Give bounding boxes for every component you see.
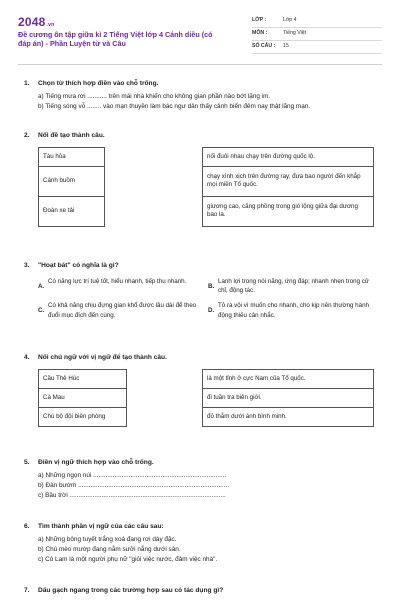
table-row (39, 196, 374, 226)
option-d[interactable] (208, 301, 378, 320)
right-cell: đi tuần tra biên giới. (203, 388, 374, 407)
question-body (24, 93, 378, 113)
table-row (39, 407, 374, 426)
fill-line: a) Những ngọn núi ........................................................................... (38, 471, 227, 479)
option-letter: B. (208, 282, 215, 290)
question-title: Chọn từ thích hợp điền vào chỗ trống. (38, 80, 159, 87)
answer-options (38, 277, 378, 320)
question-title: Dấu gạch ngang trong các trường hợp sau có tác dụng gì? (38, 587, 224, 594)
left-cell: Cà Mau (39, 388, 127, 407)
question-heading (24, 80, 378, 89)
document-title: Đề cương ôn tập giữa kì 2 Tiếng Việt lớp 4 Cánh diều (có đáp án) - Phần Luyện từ và Câu (18, 30, 213, 49)
question-number: 2. (24, 132, 30, 139)
fill-line: b) Tiếng sóng vỗ ........ vào mạn thuyền làm bác ngư dân thấy cảnh biển đêm nay thật lãng mạn. (38, 102, 311, 110)
fill-line: c) Bầu trời ........................................................................................ (38, 491, 226, 499)
option-c[interactable] (38, 301, 208, 320)
question-1 (24, 80, 378, 113)
option-text: Lanh lợi trong nói năng, ứng đáp; nhanh nhẹn trong cử chỉ, động tác. (218, 277, 369, 295)
question-title: Tìm thành phần vị ngữ của các câu sau: (38, 523, 164, 530)
table-row (39, 147, 374, 166)
connector-gap (127, 369, 203, 426)
connector-gap (105, 147, 203, 226)
meta-key: MÔN : (252, 30, 268, 37)
header-divider (18, 64, 382, 65)
matching-table (38, 147, 374, 227)
logo-sub: .vn (46, 22, 55, 28)
option-letter: A. (38, 282, 45, 290)
table-row (39, 166, 374, 196)
left-cell: Cánh buồm (39, 166, 105, 196)
question-body (24, 536, 378, 566)
question-heading (24, 132, 378, 141)
site-logo[interactable] (18, 14, 54, 30)
sentence-line: c) Cô Lam là một người phụ nữ "giỏi việc nước, đảm việc nhà". (38, 555, 218, 563)
question-6 (24, 523, 378, 566)
option-b[interactable] (208, 277, 378, 296)
question-3 (24, 262, 378, 320)
question-title: Nối đề tạo thành câu. (38, 132, 105, 139)
meta-value: Tiếng Việt (283, 30, 307, 37)
meta-row-class (252, 15, 382, 28)
question-heading (24, 523, 378, 532)
meta-key: SỐ CÂU : (252, 43, 276, 50)
option-a[interactable] (38, 277, 208, 296)
page-header (18, 12, 382, 58)
question-7 (24, 587, 378, 596)
question-number: 5. (24, 459, 30, 466)
meta-key: LỚP : (252, 17, 267, 24)
question-number: 3. (24, 262, 30, 269)
sentence-line: b) Chú mèo mướp đang nằm sưởi nắng dưới sân. (38, 545, 181, 553)
question-title: Điền vị ngữ thích hợp vào chỗ trống. (38, 459, 154, 466)
meta-row-count (252, 41, 382, 54)
question-number: 1. (24, 80, 30, 87)
question-heading (24, 459, 378, 468)
question-number: 6. (24, 523, 30, 530)
table-row (39, 388, 374, 407)
meta-row-subject (252, 28, 382, 41)
table-row (39, 369, 374, 388)
question-heading (24, 354, 378, 363)
question-title: "Hoạt bát" có nghĩa là gì? (38, 262, 119, 269)
option-text: Tỏ ra vội vì muốn cho nhanh, cho kịp nên thường hành động thiếu cân nhắc. (218, 302, 369, 319)
option-text: Có khả năng chịu đựng gian khổ được lâu dài để theo đuổi mục đích đến cùng. (48, 302, 197, 319)
option-letter: D. (208, 307, 215, 315)
question-body (24, 472, 378, 502)
right-cell: chạy xình xịch trên đường ray, đưa bao người đến khắp mọi miền Tổ quốc. (203, 166, 374, 196)
fill-line: b) Đàn bướm ..................................................................................... (38, 481, 229, 489)
meta-box (252, 15, 382, 54)
meta-value: Lớp 4 (283, 17, 297, 24)
matching-table (38, 369, 374, 427)
sentence-line: a) Những bông tuyết trắng xoá đang rơi dày đặc. (38, 535, 177, 543)
option-text: Có năng lực trí tuệ tốt, hiểu nhanh, tiếp thu nhanh. (48, 277, 187, 285)
question-5 (24, 459, 378, 502)
option-letter: C. (38, 307, 45, 315)
left-cell: Chú bộ đội biên phòng (39, 407, 127, 426)
question-number: 7. (24, 587, 30, 594)
right-cell: giương cao, căng phồng trong gió lộng giữa đại dương bao la. (203, 196, 374, 226)
question-heading (24, 587, 378, 596)
right-cell: đỏ thắm dưới ánh bình minh. (203, 407, 374, 426)
question-number: 4. (24, 354, 30, 361)
right-cell: là một tỉnh ở cực Nam của Tổ quốc. (203, 369, 374, 388)
question-title: Nối chủ ngữ với vị ngữ để tạo thành câu. (38, 354, 167, 361)
left-cell: Đoàn xe tải (39, 196, 105, 226)
right-cell: nối đuôi nhau chạy trên đường quốc lộ. (203, 147, 374, 166)
meta-value: 15 (283, 43, 289, 50)
question-2 (24, 132, 378, 227)
question-4 (24, 354, 378, 427)
logo-main: 2048 (18, 15, 46, 29)
question-heading (24, 262, 378, 271)
left-cell: Cầu Thê Húc (39, 369, 127, 388)
fill-line: a) Tiếng mưa rơi ........... trên mái nhà khiến cho không gian phần nào bớt lặng im. (38, 92, 271, 100)
left-cell: Tàu hỏa (39, 147, 105, 166)
